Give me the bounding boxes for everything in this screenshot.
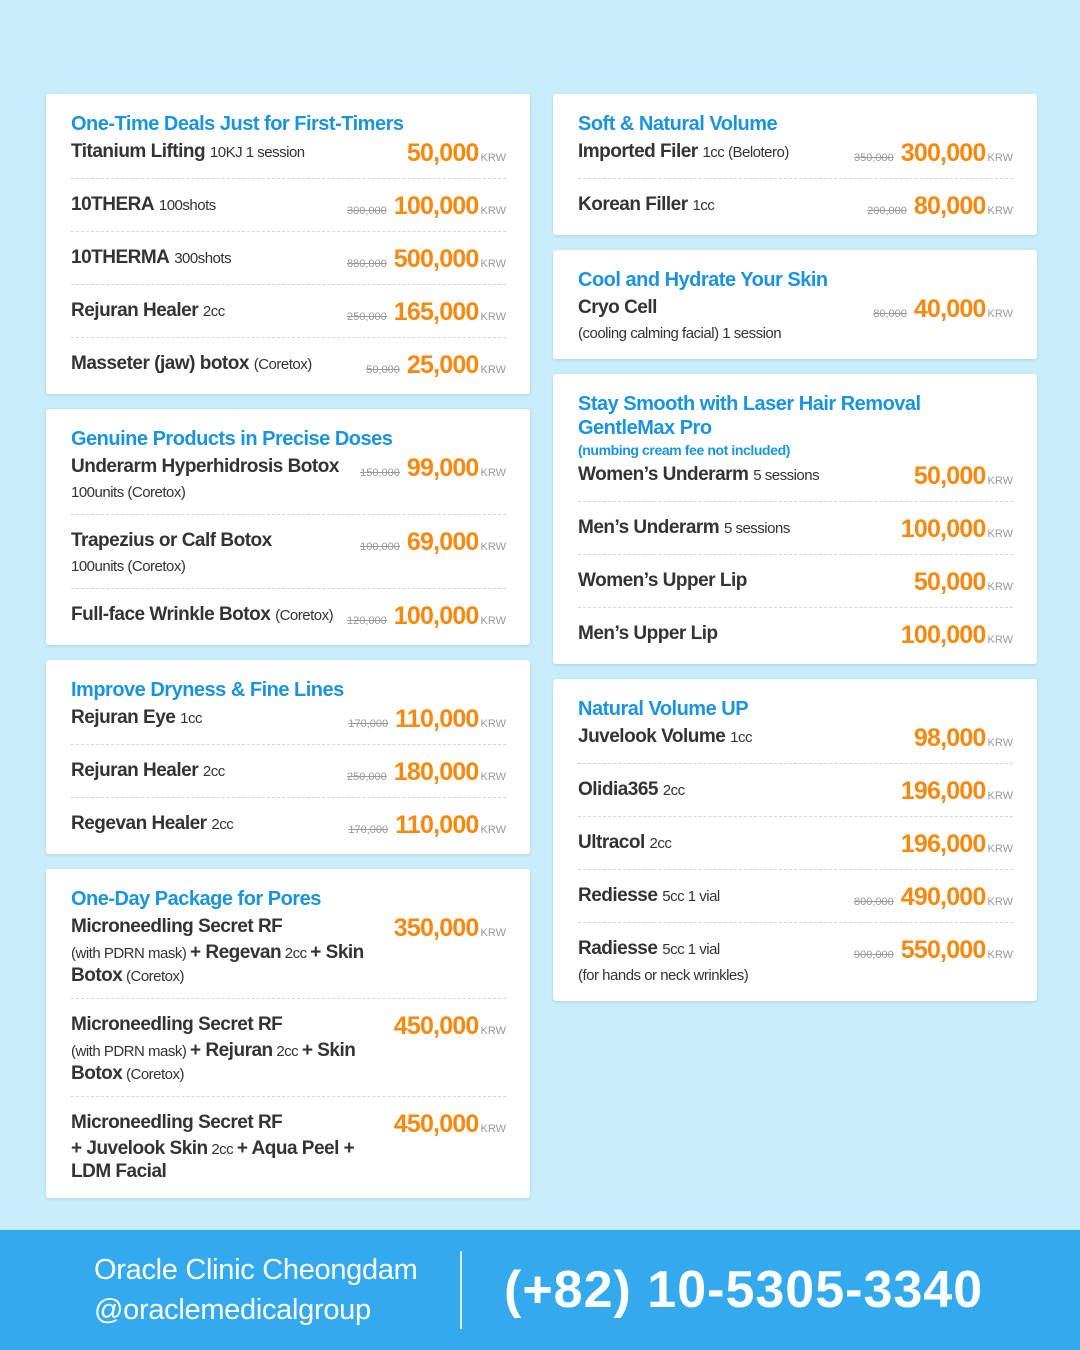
price-block [854, 139, 1013, 168]
treatment-detail: 2cc [202, 763, 225, 780]
treatment-name [71, 298, 225, 325]
treatment-title: Microneedling Secret RF [71, 1112, 283, 1133]
right-column [553, 94, 1037, 1016]
treatment-name [71, 811, 233, 838]
currency-label: KRW [987, 308, 1013, 320]
treatment-name [578, 830, 671, 857]
treatment-note: 100units (Coretox) [71, 558, 186, 575]
treatment-name [71, 602, 333, 629]
price-row [71, 295, 506, 338]
price-row [578, 774, 1013, 817]
sale-price: 100,000 [393, 602, 479, 630]
social-handle: @oraclemedicalgroup [94, 1294, 371, 1326]
package-dose: 2cc [284, 945, 307, 962]
price-card [46, 409, 530, 645]
price-row [71, 599, 506, 637]
currency-label: KRW [480, 467, 506, 479]
sale-price: 350,000 [393, 914, 479, 942]
treatment-title: Women’s Upper Lip [578, 570, 747, 591]
original-price: 350,000 [853, 152, 894, 164]
treatment-title: Titanium Lifting [71, 141, 206, 162]
price-row [71, 136, 506, 179]
price-card [553, 250, 1037, 359]
price-block [394, 1110, 506, 1139]
package-mask: (with PDRN mask) [71, 945, 187, 962]
treatment-name [578, 515, 790, 542]
original-price: 800,000 [853, 896, 894, 908]
original-price: 300,000 [346, 205, 387, 217]
clinic-info [94, 1250, 418, 1330]
currency-label: KRW [987, 949, 1013, 961]
treatment-note: 100units (Coretox) [71, 484, 186, 501]
sale-price: 110,000 [395, 705, 479, 733]
sale-price: 165,000 [393, 298, 479, 326]
sale-price: 196,000 [900, 830, 986, 858]
currency-label: KRW [480, 1025, 506, 1037]
treatment-note: (cooling calming facial) 1 session [578, 325, 782, 342]
treatment-detail: 2cc [202, 303, 225, 320]
treatment-name [578, 139, 789, 166]
currency-label: KRW [987, 475, 1013, 487]
price-row [71, 189, 506, 232]
price-block [407, 139, 506, 168]
treatment-name [578, 777, 685, 804]
treatment-title: Ultracol [578, 832, 645, 853]
treatment-title: Rejuran Healer [71, 760, 199, 781]
card-title: Improve Dryness & Fine Lines [71, 679, 344, 701]
price-row [71, 702, 506, 745]
sale-price: 500,000 [393, 245, 479, 273]
currency-label: KRW [987, 152, 1013, 164]
treatment-detail: 2cc [662, 782, 685, 799]
currency-label: KRW [480, 927, 506, 939]
treatment-detail: 2cc [211, 816, 234, 833]
treatment-detail: 1cc [180, 710, 202, 727]
sale-price: 25,000 [406, 351, 479, 379]
phone-number: (+82) 10-5305-3340 [504, 1261, 984, 1319]
treatment-name [578, 192, 714, 219]
sale-price: 490,000 [900, 883, 986, 911]
treatment-name [71, 1110, 388, 1184]
price-block [394, 1012, 506, 1041]
price-block [347, 758, 506, 787]
treatment-detail: 5 sessions [753, 467, 820, 484]
price-block [348, 811, 506, 840]
price-card [46, 660, 530, 854]
footer-bar [0, 1230, 1080, 1350]
price-block [347, 602, 506, 631]
original-price: 880,000 [346, 258, 387, 270]
treatment-title: Imported Filer [578, 141, 698, 162]
treatment-name [578, 621, 718, 647]
price-block [914, 568, 1013, 597]
treatment-name [71, 351, 312, 378]
original-price: 900,000 [853, 949, 894, 961]
treatment-name [71, 705, 202, 732]
currency-label: KRW [480, 718, 506, 730]
price-block [901, 515, 1013, 544]
clinic-name: Oracle Clinic Cheongdam [94, 1254, 418, 1286]
treatment-title: Microneedling Secret RF [71, 1014, 283, 1035]
sale-price: 100,000 [900, 515, 986, 543]
currency-label: KRW [480, 364, 506, 376]
price-row [71, 1009, 506, 1097]
treatment-name [71, 245, 231, 272]
sale-price: 300,000 [900, 139, 986, 167]
original-price: 250,000 [346, 311, 387, 323]
price-row [578, 880, 1013, 923]
price-card [553, 679, 1037, 1001]
currency-label: KRW [480, 258, 506, 270]
package-dose: 2cc [276, 1043, 299, 1060]
currency-label: KRW [987, 528, 1013, 540]
treatment-name [71, 1012, 388, 1086]
package-addon: + Regevan [190, 942, 282, 963]
treatment-name [578, 936, 748, 987]
treatment-name [578, 462, 819, 489]
treatment-title: 10THERMA [71, 247, 170, 268]
package-addon-2: + Skin Botox [71, 942, 364, 986]
treatment-title: Juvelook Volume [578, 726, 726, 747]
original-price: 170,000 [348, 718, 389, 730]
sale-price: 50,000 [913, 568, 986, 596]
price-block [867, 192, 1013, 221]
card-title: Natural Volume UP [578, 698, 749, 720]
treatment-title: Rediesse [578, 885, 658, 906]
price-block [366, 351, 506, 380]
treatment-detail: 10KJ 1 session [209, 144, 305, 161]
package-line [71, 1040, 388, 1086]
package-addon: + Juvelook Skin [71, 1138, 208, 1159]
price-block [347, 245, 506, 274]
treatment-title: Underarm Hyperhidrosis Botox [71, 456, 339, 477]
card-title: One-Time Deals Just for First-Timers [71, 113, 404, 135]
package-addon: + Rejuran [190, 1040, 273, 1061]
currency-label: KRW [480, 824, 506, 836]
original-price: 100,000 [360, 541, 400, 553]
treatment-name [578, 568, 747, 594]
currency-label: KRW [987, 737, 1013, 749]
treatment-name [71, 192, 216, 219]
card-title: Stay Smooth with Laser Hair Removal GentleMax Pro [578, 393, 921, 439]
price-block [901, 621, 1013, 650]
treatment-name [71, 758, 225, 785]
price-block [914, 724, 1013, 753]
price-block [854, 936, 1013, 965]
package-dose: 2cc [211, 1141, 234, 1158]
price-block [914, 462, 1013, 491]
currency-label: KRW [480, 541, 506, 553]
package-addon-2: + Aqua Peel + LDM Facial [71, 1138, 355, 1182]
currency-label: KRW [480, 615, 506, 627]
treatment-detail: 1cc [730, 729, 752, 746]
currency-label: KRW [987, 205, 1013, 217]
treatment-title: Microneedling Secret RF [71, 916, 283, 937]
original-price: 150,000 [360, 467, 400, 479]
price-card [46, 869, 530, 1198]
sale-price: 450,000 [393, 1110, 479, 1138]
sale-price: 196,000 [900, 777, 986, 805]
card-title: Soft & Natural Volume [578, 113, 778, 135]
currency-label: KRW [987, 896, 1013, 908]
currency-label: KRW [480, 1123, 506, 1135]
price-card [46, 94, 530, 394]
treatment-title: Korean Filler [578, 194, 688, 215]
original-price: 200,000 [867, 205, 907, 217]
currency-label: KRW [480, 771, 506, 783]
price-block [347, 192, 506, 221]
price-row [578, 618, 1013, 656]
treatment-detail: (Coretox) [275, 607, 334, 624]
treatment-title: 10THERA [71, 194, 155, 215]
treatment-title: Trapezius or Calf Botox [71, 530, 272, 551]
price-block [873, 295, 1013, 324]
currency-label: KRW [987, 790, 1013, 802]
treatment-name [71, 914, 388, 988]
sale-price: 550,000 [900, 936, 986, 964]
original-price: 50,000 [366, 364, 400, 376]
sale-price: 110,000 [395, 811, 479, 839]
price-row [578, 459, 1013, 502]
original-price: 80,000 [873, 308, 907, 320]
currency-label: KRW [987, 581, 1013, 593]
original-price: 170,000 [348, 824, 389, 836]
price-block [347, 298, 506, 327]
sale-price: 50,000 [913, 462, 986, 490]
treatment-detail: (Coretox) [253, 356, 312, 373]
treatment-name [71, 139, 305, 166]
currency-label: KRW [987, 634, 1013, 646]
treatment-title: Cryo Cell [578, 297, 657, 318]
sale-price: 99,000 [406, 454, 479, 482]
price-block [360, 454, 506, 483]
card-title: Genuine Products in Precise Doses [71, 428, 393, 450]
package-addon-2: + Skin Botox [71, 1040, 356, 1084]
card-title: One-Day Package for Pores [71, 888, 321, 910]
treatment-detail: 300shots [174, 250, 232, 267]
treatment-detail: 1cc [692, 197, 715, 214]
price-row [71, 755, 506, 798]
treatment-title: Rejuran Healer [71, 300, 199, 321]
price-row [71, 525, 506, 589]
price-row [71, 911, 506, 999]
treatment-title: Olidia365 [578, 779, 658, 800]
treatment-name [578, 883, 720, 910]
treatment-name [71, 454, 339, 504]
footer-divider [460, 1251, 462, 1329]
treatment-detail: 100shots [158, 197, 216, 214]
treatment-title: Men’s Underarm [578, 517, 720, 538]
sale-price: 180,000 [393, 758, 479, 786]
price-block [901, 777, 1013, 806]
price-row [71, 242, 506, 285]
sale-price: 98,000 [913, 724, 986, 752]
price-block [360, 528, 506, 557]
price-row [578, 721, 1013, 764]
treatment-detail: 5cc 1 vial [662, 941, 720, 958]
sale-price: 69,000 [406, 528, 479, 556]
treatment-title: Women’s Underarm [578, 464, 749, 485]
original-price: 120,000 [346, 615, 387, 627]
price-row [71, 451, 506, 515]
left-column [46, 94, 530, 1213]
currency-label: KRW [480, 311, 506, 323]
package-line [71, 942, 388, 988]
price-block [348, 705, 506, 734]
treatment-detail: 5 sessions [723, 520, 790, 537]
price-card [553, 374, 1037, 664]
original-price: 250,000 [346, 771, 387, 783]
treatment-title: Men’s Upper Lip [578, 623, 718, 644]
price-row [578, 827, 1013, 870]
treatment-detail: 1cc (Belotero) [702, 144, 789, 161]
treatment-title: Masseter (jaw) botox [71, 353, 249, 374]
package-line [71, 1138, 388, 1184]
treatment-title: Regevan Healer [71, 813, 207, 834]
sale-price: 50,000 [406, 139, 479, 167]
currency-label: KRW [480, 152, 506, 164]
card-title: Cool and Hydrate Your Skin [578, 269, 828, 291]
currency-label: KRW [987, 843, 1013, 855]
currency-label: KRW [480, 205, 506, 217]
treatment-note: (for hands or neck wrinkles) [578, 967, 749, 984]
sale-price: 100,000 [900, 621, 986, 649]
package-brand: (Coretox) [126, 968, 185, 985]
treatment-detail: 5cc 1 vial [662, 888, 720, 905]
package-mask: (with PDRN mask) [71, 1043, 187, 1060]
treatment-name [71, 528, 272, 578]
sale-price: 80,000 [913, 192, 986, 220]
price-row [71, 1107, 506, 1190]
card-subtitle: (numbing cream fee not included) [578, 442, 790, 458]
package-brand: (Coretox) [126, 1066, 185, 1083]
price-block [394, 914, 506, 943]
treatment-title: Radiesse [578, 938, 658, 959]
price-row [578, 189, 1013, 227]
price-row [578, 292, 1013, 351]
price-row [578, 933, 1013, 993]
sale-price: 450,000 [393, 1012, 479, 1040]
treatment-title: Rejuran Eye [71, 707, 176, 728]
treatment-detail: 2cc [649, 835, 672, 852]
price-card [553, 94, 1037, 235]
price-row [578, 136, 1013, 179]
treatment-name [578, 295, 781, 345]
sale-price: 100,000 [393, 192, 479, 220]
sale-price: 40,000 [913, 295, 986, 323]
treatment-name [578, 724, 752, 751]
price-row [578, 565, 1013, 608]
price-block [901, 830, 1013, 859]
treatment-title: Full-face Wrinkle Botox [71, 604, 271, 625]
price-row [578, 512, 1013, 555]
price-row [71, 348, 506, 386]
price-row [71, 808, 506, 846]
price-block [854, 883, 1013, 912]
